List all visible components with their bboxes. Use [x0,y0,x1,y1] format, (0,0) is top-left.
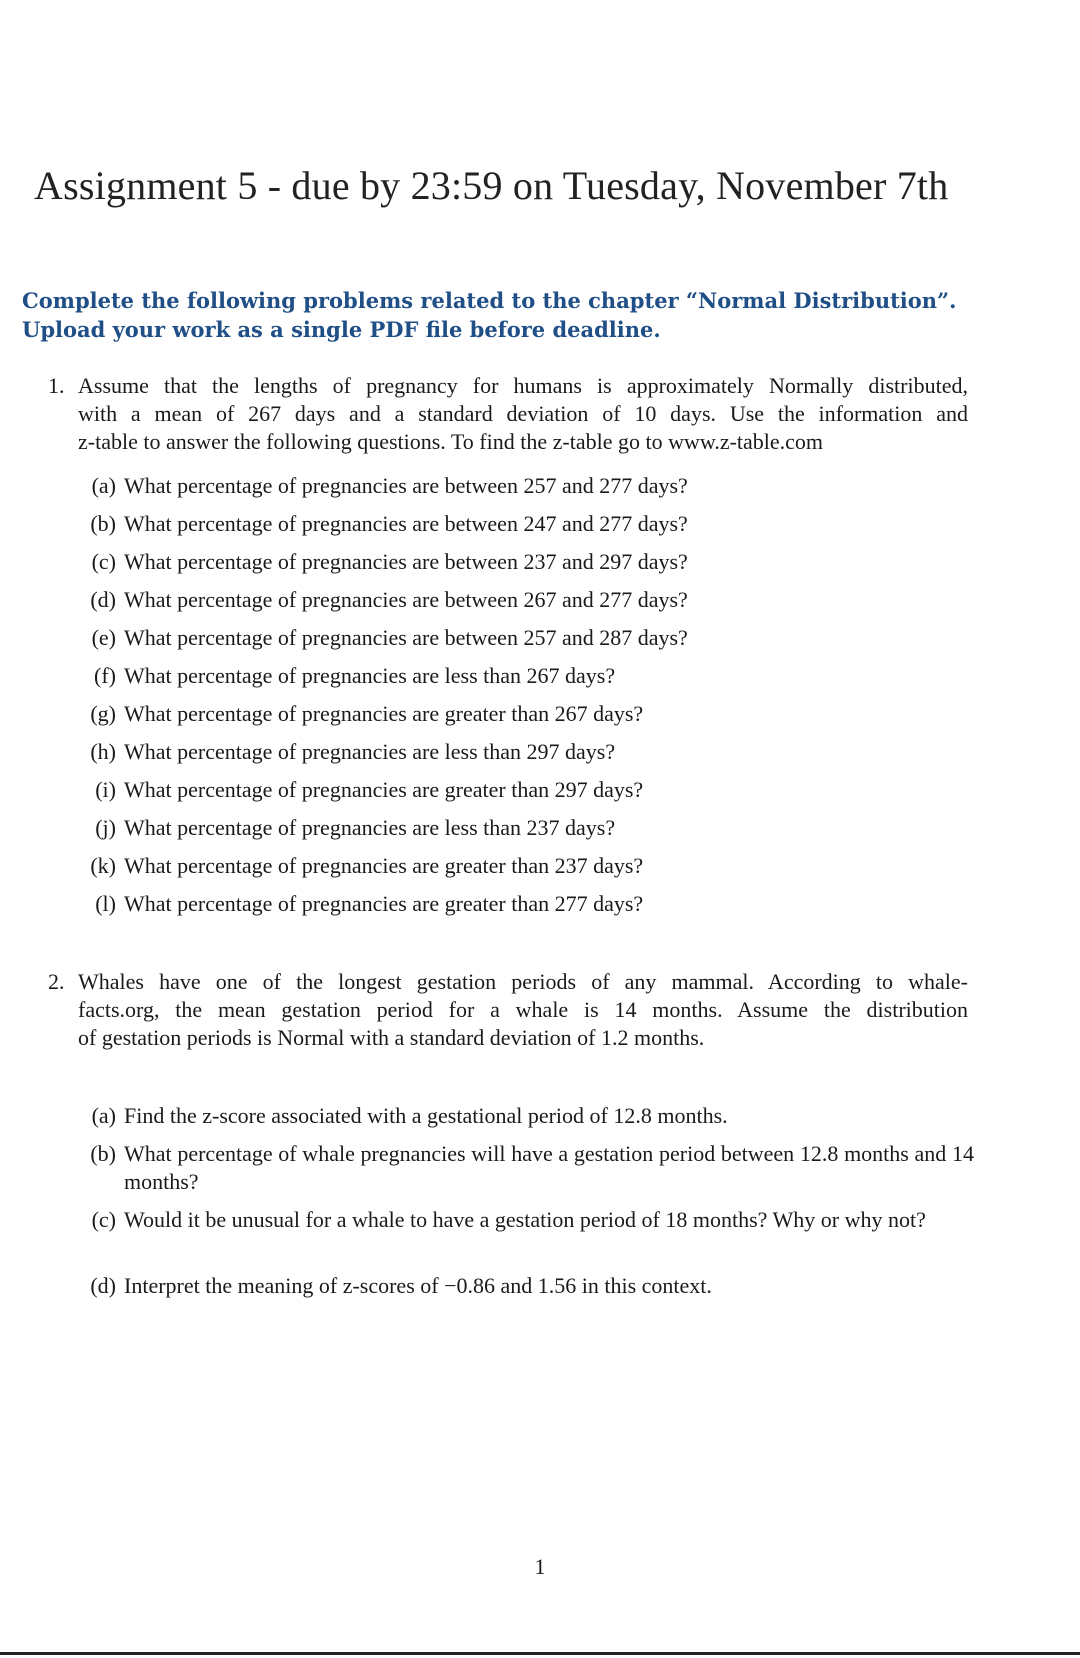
part-label: (f) [94,663,116,688]
part-question: What percentage of pregnancies are between 237 and 297 days? [124,549,688,574]
part-label: (d) [90,1273,116,1298]
problem-text-line: facts.org, the mean gestation period for a whale is 14 months. Assume the distribution [78,997,968,1022]
list-item [84,662,974,700]
list-item [84,700,974,738]
instructions-line: Upload your work as a single PDF file before deadline. [22,317,661,342]
problem-text-line: Whales have one of the longest gestation periods of any mammal. According to whale- [78,969,968,994]
list-item [84,1206,974,1272]
list-item [84,548,974,586]
part-question: What percentage of pregnancies are between 257 and 287 days? [124,625,688,650]
part-question: What percentage of pregnancies are greater than 237 days? [124,853,644,878]
part-question: What percentage of pregnancies are less than 237 days? [124,815,616,840]
problem-number: 1. [48,373,65,398]
part-label: (a) [91,1103,116,1128]
part-question: What percentage of pregnancies are between 257 and 277 days? [124,473,688,498]
part-label: (b) [90,511,116,536]
part-label: (k) [90,853,116,878]
part-label: (c) [91,549,116,574]
problem-1-text [78,372,968,456]
part-question: What percentage of pregnancies are greater than 267 days? [124,701,644,726]
part-question: Would it be unusual for a whale to have a gestation period of 18 months? Why or why not? [124,1207,926,1232]
part-label: (c) [91,1207,116,1232]
list-item [84,890,974,928]
part-question: Interpret the meaning of z-scores of −0.86 and 1.56 in this context. [124,1273,712,1298]
list-item [84,1272,974,1310]
problem-number: 2. [48,969,65,994]
part-label: (a) [91,473,116,498]
part-label: (i) [95,777,116,802]
part-label: (l) [95,891,116,916]
list-item [84,472,974,510]
list-item [84,1140,974,1206]
list-item [84,586,974,624]
part-question: What percentage of pregnancies are greater than 277 days? [124,891,644,916]
list-item [84,624,974,662]
part-label: (d) [90,587,116,612]
problem-text-line: with a mean of 267 days and a standard deviation of 10 days. Use the information and [78,401,968,426]
part-question: What percentage of pregnancies are less than 297 days? [124,739,616,764]
part-question: What percentage of pregnancies are between 247 and 277 days? [124,511,688,536]
problem-2 [48,968,968,1052]
list-item [84,510,974,548]
part-label: (h) [90,739,116,764]
part-question: What percentage of pregnancies are between 267 and 277 days? [124,587,688,612]
bottom-divider [0,1652,1080,1655]
page-number: 1 [534,1554,546,1579]
list-item [84,1102,974,1140]
part-question: What percentage of pregnancies are less than 267 days? [124,663,616,688]
problem-text-line: Assume that the lengths of pregnancy for humans is approximately Normally distributed, [78,373,968,398]
part-question: What percentage of whale pregnancies will have a gestation period between 12.8 months and 14 months? [124,1141,974,1194]
problem-text-line: z-table to answer the following questions. To find the z-table go to www.z-table.com [78,429,824,454]
page-title: Assignment 5 - due by 23:59 on Tuesday, November 7th [34,163,949,208]
problem-1 [48,372,968,456]
part-question: Find the z-score associated with a gestational period of 12.8 months. [124,1103,728,1128]
list-item [84,814,974,852]
part-label: (j) [95,815,116,840]
part-label: (e) [91,625,116,650]
problem-text-line: of gestation periods is Normal with a standard deviation of 1.2 months. [78,1025,705,1050]
part-question: What percentage of pregnancies are greater than 297 days? [124,777,644,802]
problem-2-parts [84,1102,974,1310]
list-item [84,738,974,776]
problem-1-parts [84,472,974,928]
list-item [84,852,974,890]
problem-2-text [78,968,968,1052]
instructions [22,286,982,344]
part-label: (b) [90,1141,116,1166]
instructions-line: Complete the following problems related to the chapter “Normal Distribution”. [22,288,957,313]
list-item [84,776,974,814]
part-label: (g) [90,701,116,726]
